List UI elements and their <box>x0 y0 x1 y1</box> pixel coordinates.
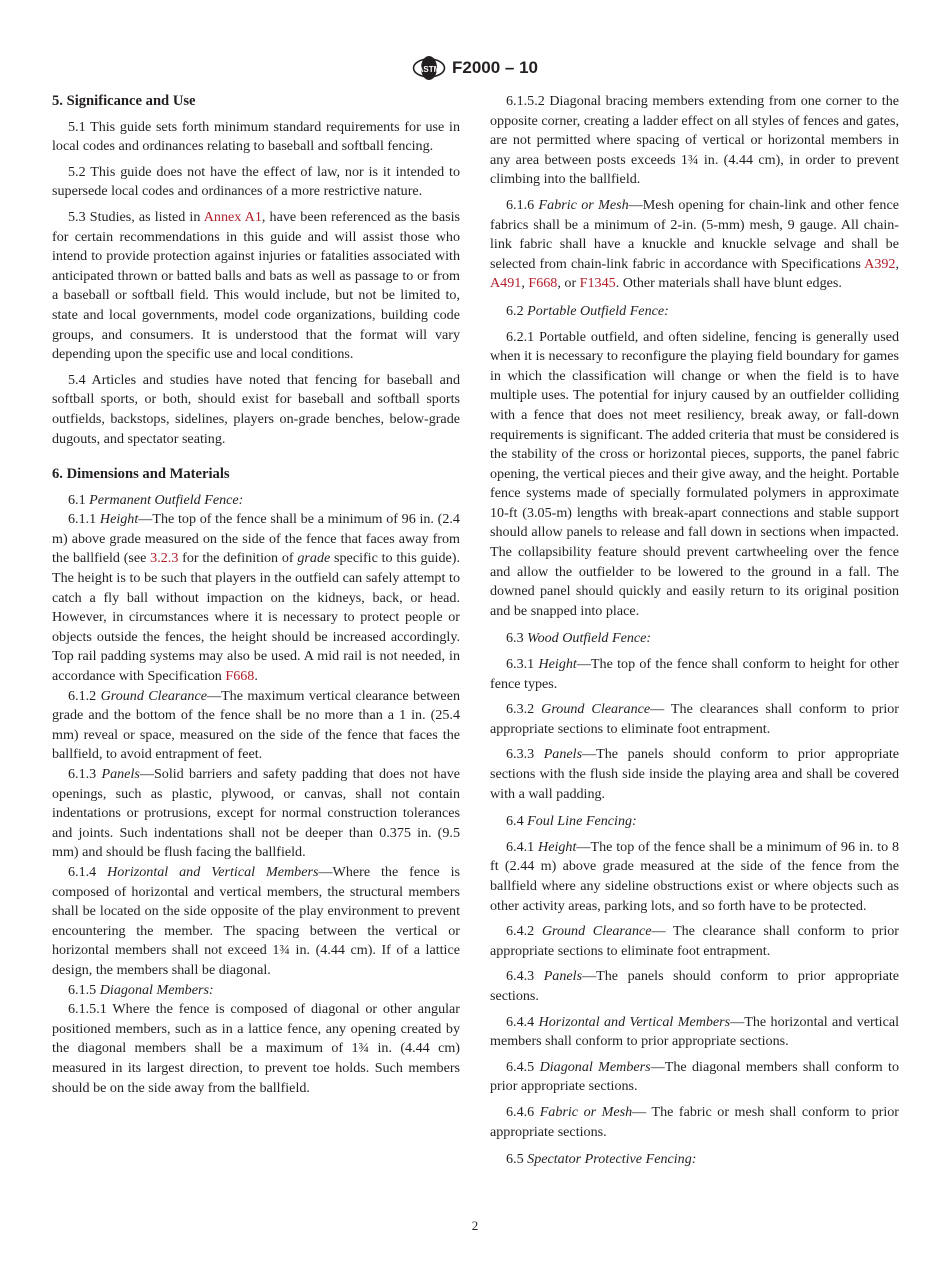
astm-logo-icon <box>412 55 446 81</box>
paragraph-6-2-1: 6.2.1 Portable outfield, and often sideline, fencing is generally used when it is necessary to reconfigure the playing field boundary for games in which the classification will change or when the field is to have multiple uses. The potential for injury caused by an outfielder colliding with a fence that does not meet resiliency, break away, or fall-down requirements is significant. The added criteria that must be considered is the stability of the cross or horizontal pieces, supports, the panel fabric opening, the vertical pieces and their give away, and the height. Portable fence systems made of specially formulated polymers in approximate 10-ft (3.05-m) lengths with break-apart connections and stable support should allow panels to release and fall down in sections when impacted. The collapsibility feature should prevent cartwheeling over the fence and allow the outfielder to be lowered to the ground in a fall. The downed panel should quickly and easily return to its original position and be snapped into place. <box>490 328 899 619</box>
paragraph-6-1-1: 6.1.1 Height—The top of the fence shall be a minimum of 96 in. (2.4 m) above grade measured on the side of the fence that faces away from the ballfield (see 3.2.3 for the definition of grade specific to this guide). The height is to be such that players in the outfield can safely attempt to catch a fly ball without impaction on the kidneys, back, or head. However, in circumstances where it is necessary to protect people or objects outside the fences, the height should be increased accordingly. Top rail padding systems may also be used. A mid rail is not needed, in accordance with Specification F668. <box>52 511 460 685</box>
paragraph-6-1-2: 6.1.2 Ground Clearance—The maximum vertical clearance between grade and the bottom of the fence shall be no more than a 1 in. (25.4 mm) reveal or space, measured on the side of the fence that faces the ballfield, to avoid entrapment of feet. <box>52 687 460 763</box>
document-id: F2000 – 10 <box>451 58 538 77</box>
paragraph-6-4-2: 6.4.2 Ground Clearance— The clearance shall conform to prior appropriate sections to eliminate foot entrapment. <box>490 923 899 959</box>
paragraph-6-4: 6.4 Foul Line Fencing: <box>506 813 637 830</box>
paragraph-5-3: 5.3 Studies, as listed in Annex A1, have been referenced as the basis for certain recommendations in this guide and will assist those who intend to provide protection against injuries or fatalities associated with anticipated thrown or batted balls and bats as well as passage to or from a baseball or softball field. This would include, but not be limited to, state and local governments, model code organizations, building code groups, and consumers. It is understood that the format will vary depending upon the specific use and local conditions. <box>52 208 460 363</box>
paragraph-5-2: 5.2 This guide does not have the effect of law, nor is it intended to supersede local codes and ordinances of a more restrictive nature. <box>52 163 460 200</box>
paragraph-6-3: 6.3 Wood Outfield Fence: <box>506 630 652 647</box>
left-column <box>52 92 460 1098</box>
paragraph-6-4-6: 6.4.6 Fabric or Mesh— The fabric or mesh shall conform to prior appropriate sections. <box>490 1103 900 1140</box>
annex-a1-link[interactable]: Annex A1 <box>203 208 262 225</box>
paragraph-6-1: 6.1 Permanent Outfield Fence: <box>68 491 244 508</box>
paragraph-6-3-2: 6.3.2 Ground Clearance— The clearances shall conform to prior appropriate sections to eliminate foot entrapment. <box>490 701 899 737</box>
paragraph-6-1-5-1: 6.1.5.1 Where the fence is composed of diagonal or other angular positioned members, such as in a lattice fence, any opening created by the diagonal members shall be a maximum of 1¾ in. (4.44 cm) measured in its largest direction, to prevent toe holds. Such members should be on the side away from the ballfield. <box>52 1001 460 1096</box>
paragraph-6-4-1: 6.4.1 Height—The top of the fence shall be a minimum of 96 in. to 8 ft (2.44 m) above grade measured at the side of the fence from the ballfield where any sideline obstructions exist or where objects such as other activity areas, parking lots, and so forth have to be protected. <box>490 838 899 914</box>
paragraph-6-1-5: 6.1.5 Diagonal Members: <box>68 981 214 998</box>
paragraph-6-1-4: 6.1.4 Horizontal and Vertical Members—Where the fence is composed of horizontal and vertical members, the structural members shall be located on the side opposite of the play environment to prevent encountering the member. The spacing between the vertical or horizontal members shall not exceed 1¾ in. (4.44 cm). If of a lattice design, the members shall be diagonal. <box>52 863 461 978</box>
paragraph-6-2: 6.2 Portable Outfield Fence: <box>506 302 669 319</box>
paragraph-5-4: 5.4 Articles and studies have noted that fencing for baseball and softball sports, or both, should exist for baseball and softball sports outfields, backstops, sidelines, players on-grade benches, below-grade dugouts, and spectator seating. <box>52 371 460 447</box>
paragraph-6-1-6: 6.1.6 Fabric or Mesh—Mesh opening for chain-link and other fence fabrics shall be a minimum of 2-in. (5-mm) mesh, 9 gauge. All chain-link fabric shall have a knuckle and knuckle selvage and shall be selected from chain-link fabric in accordance with Specifications A392, A491, F668, or F1345. Other materials shall have blunt edges. <box>490 196 899 292</box>
paragraph-6-4-3: 6.4.3 Panels—The panels should conform to prior appropriate sections. <box>490 968 899 1004</box>
ref-f668-link[interactable]: F668 <box>528 275 558 292</box>
paragraph-6-4-5: 6.4.5 Diagonal Members—The diagonal members shall conform to prior appropriate sections. <box>490 1058 899 1095</box>
paragraph-5-1: 5.1 This guide sets forth minimum standard requirements for use in local codes and ordinances relating to baseball and softball fencing. <box>52 118 460 155</box>
paragraph-6-1-3: 6.1.3 Panels—Solid barriers and safety padding that does not have openings, such as plastic, plywood, or canvas, shall not contain indentations or protrusions, except for normal construction tolerances and joints. Such indentations shall not be deeper than 0.375 in. (9.5 mm) and should be flush facing the ballfield. <box>52 766 460 861</box>
ref-3-2-3-link[interactable]: 3.2.3 <box>150 550 179 567</box>
paragraph-6-5: 6.5 Spectator Protective Fencing: <box>506 1151 697 1168</box>
ref-a491-link[interactable]: A491 <box>490 275 522 292</box>
right-column <box>490 92 899 1170</box>
ref-a392-link[interactable]: A392 <box>864 255 896 272</box>
paragraph-6-1-5-2: 6.1.5.2 Diagonal bracing members extending from one corner to the opposite corner, creating a ladder effect on all styles of fences and gates, are not permitted where spacing of vertical or horizontal members in any area between posts exceeds 1¾ in. (4.44 cm), in order to prevent climbing into the ballfield. <box>490 93 899 188</box>
ref-f1345-link[interactable]: F1345 <box>579 275 616 292</box>
paragraph-6-3-1: 6.3.1 Height—The top of the fence shall conform to height for other fence types. <box>490 656 899 692</box>
paragraph-6-4-4: 6.4.4 Horizontal and Vertical Members—The horizontal and vertical members shall conform to prior appropriate sections. <box>490 1013 899 1050</box>
page-header <box>0 55 950 85</box>
section-5-heading: 5. Significance and Use <box>52 93 196 109</box>
svg-text:ASTM: ASTM <box>417 65 441 74</box>
section-6-heading: 6. Dimensions and Materials <box>52 466 230 483</box>
page-number: 2 <box>471 1218 479 1233</box>
paragraph-6-3-3: 6.3.3 Panels—The panels should conform to prior appropriate sections with the flush side inside the playing area and shall be covered with a wall padding. <box>490 746 899 802</box>
ref-f668-link[interactable]: F668 <box>225 668 255 685</box>
